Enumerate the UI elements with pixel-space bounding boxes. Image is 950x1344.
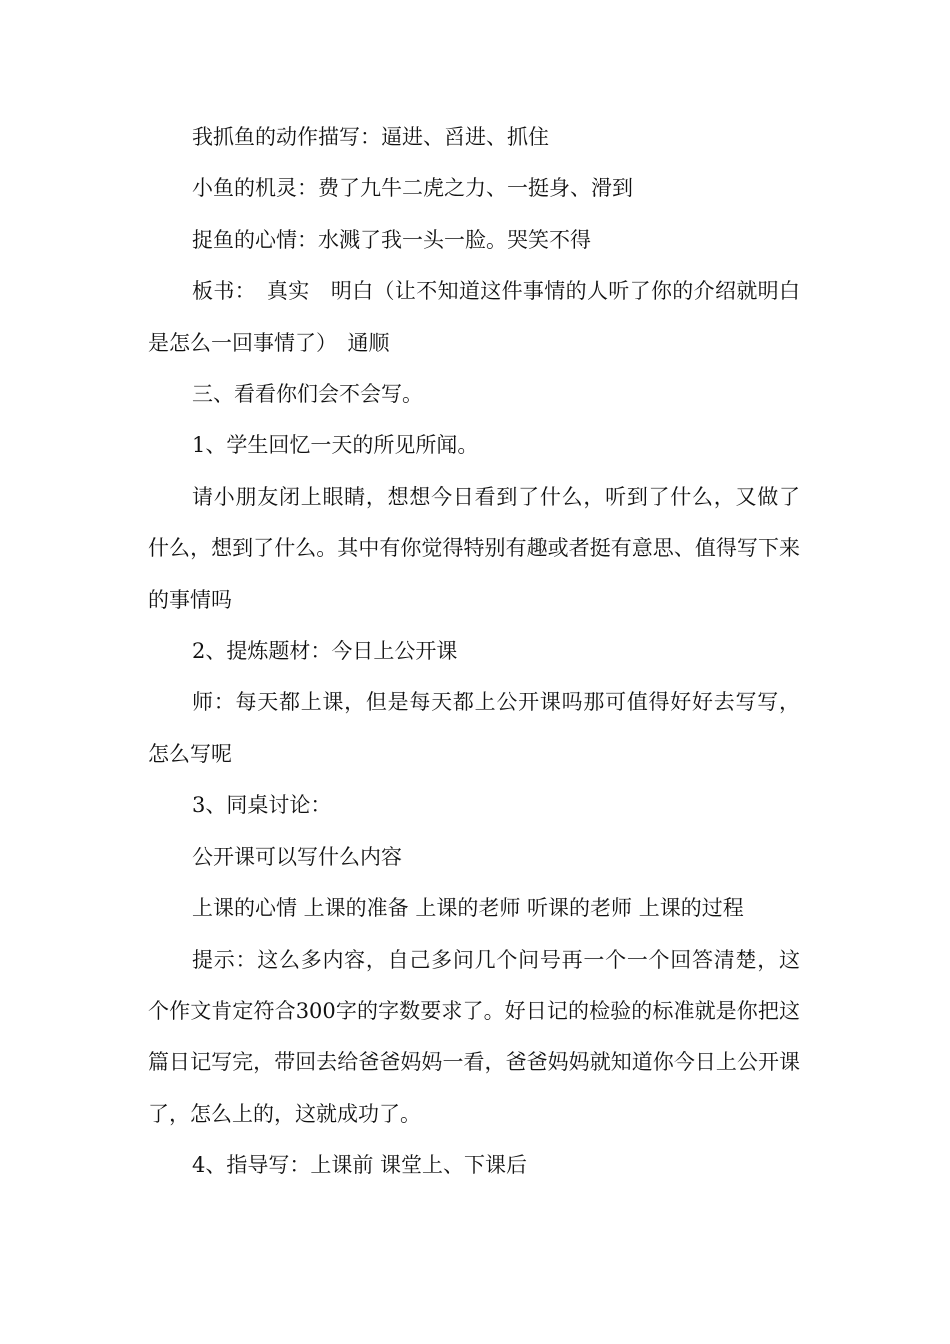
paragraph-blackboard: 板书： 真实 明白（让不知道这件事情的人听了你的介绍就明白是怎么一回事情了） 通顺 [148, 279, 800, 355]
step-one-heading: 1、学生回忆一天的所见所闻。 [192, 433, 479, 458]
paragraph-fish-actions: 我抓鱼的动作描写：逼进、舀进、抓住 [192, 125, 549, 149]
paragraph-content-list: 上课的心情 上课的准备 上课的老师 听课的老师 上课的过程 [192, 896, 744, 921]
paragraph-hint: 提示：这么多内容，自己多问几个问号再一个一个回答清楚，这个作文肯定符合300字的字数要求了。好日记的检验的标准就是你把这篇日记写完，带回去给爸爸妈妈一看，爸爸妈妈就知道你今日上公开课了，怎么上的，这就成功了。 [148, 947, 800, 1126]
step-three-heading: 3、同桌讨论： [192, 793, 332, 818]
section-heading-three: 三、看看你们会不会写。 [192, 382, 423, 407]
step-four-heading: 4、指导写：上课前 课堂上、下课后 [192, 1153, 528, 1178]
paragraph-fish-clever: 小鱼的机灵：费了九牛二虎之力、一挺身、滑到 [192, 176, 633, 201]
paragraph-close-eyes: 请小朋友闭上眼睛，想想今日看到了什么，听到了什么，又做了什么，想到了什么。其中有你觉得特别有趣或者挺有意思、值得写下来的事情吗 [148, 484, 800, 612]
document-page [148, 112, 800, 1192]
paragraph-fish-mood: 捉鱼的心情：水溅了我一头一脸。哭笑不得 [192, 227, 591, 252]
paragraph-content-question: 公开课可以写什么内容 [192, 844, 402, 869]
step-two-heading: 2、提炼题材：今日上公开课 [192, 639, 458, 664]
paragraph-teacher: 师：每天都上课，但是每天都上公开课吗那可值得好好去写写，怎么写呢 [148, 690, 800, 766]
